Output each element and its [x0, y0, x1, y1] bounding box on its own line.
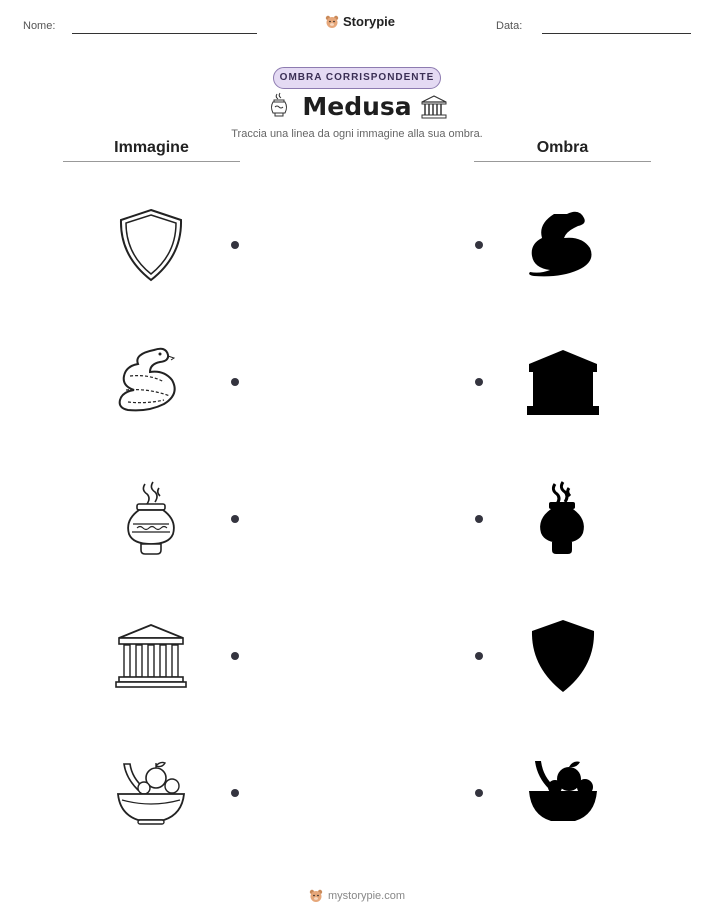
brand-name: Storypie	[343, 14, 396, 29]
name-label: Nome:	[23, 20, 56, 32]
right-dot-2[interactable]	[475, 378, 483, 386]
footer-site[interactable]: mystorypie.com	[327, 890, 406, 902]
temple-deco-icon	[420, 95, 448, 119]
column-right-rule	[474, 161, 651, 162]
brand-logo	[325, 14, 395, 29]
temple-silhouette-icon[interactable]	[527, 350, 599, 416]
left-dot-1[interactable]	[231, 241, 239, 249]
fruit-bowl-silhouette-icon[interactable]	[527, 759, 599, 825]
vase-silhouette-icon[interactable]	[537, 480, 587, 558]
date-label: Data:	[496, 20, 523, 32]
column-left-heading: Immagine	[114, 139, 189, 156]
snake-silhouette-icon[interactable]	[527, 208, 597, 280]
bear-icon	[309, 889, 323, 903]
right-dot-4[interactable]	[475, 652, 483, 660]
left-dot-4[interactable]	[231, 652, 239, 660]
temple-icon[interactable]	[116, 624, 186, 688]
left-dot-5[interactable]	[231, 789, 239, 797]
page-title: Medusa	[302, 92, 412, 121]
footer	[0, 889, 714, 903]
bear-icon	[325, 15, 339, 29]
shield-icon[interactable]	[118, 208, 184, 282]
right-dot-1[interactable]	[475, 241, 483, 249]
name-line[interactable]	[72, 33, 257, 34]
left-dot-3[interactable]	[231, 515, 239, 523]
snake-icon[interactable]	[116, 346, 186, 416]
activity-badge: OMBRA CORRISPONDENTE	[273, 67, 441, 89]
column-left-rule	[63, 161, 240, 162]
shield-silhouette-icon[interactable]	[531, 619, 595, 693]
vase-icon[interactable]	[125, 480, 177, 558]
date-line[interactable]	[542, 33, 691, 34]
column-right-heading: Ombra	[536, 139, 589, 156]
right-dot-5[interactable]	[475, 789, 483, 797]
right-dot-3[interactable]	[475, 515, 483, 523]
fruit-bowl-icon[interactable]	[116, 758, 186, 826]
instructions: Traccia una linea da ogni immagine alla sua ombra.	[231, 128, 483, 140]
left-dot-2[interactable]	[231, 378, 239, 386]
